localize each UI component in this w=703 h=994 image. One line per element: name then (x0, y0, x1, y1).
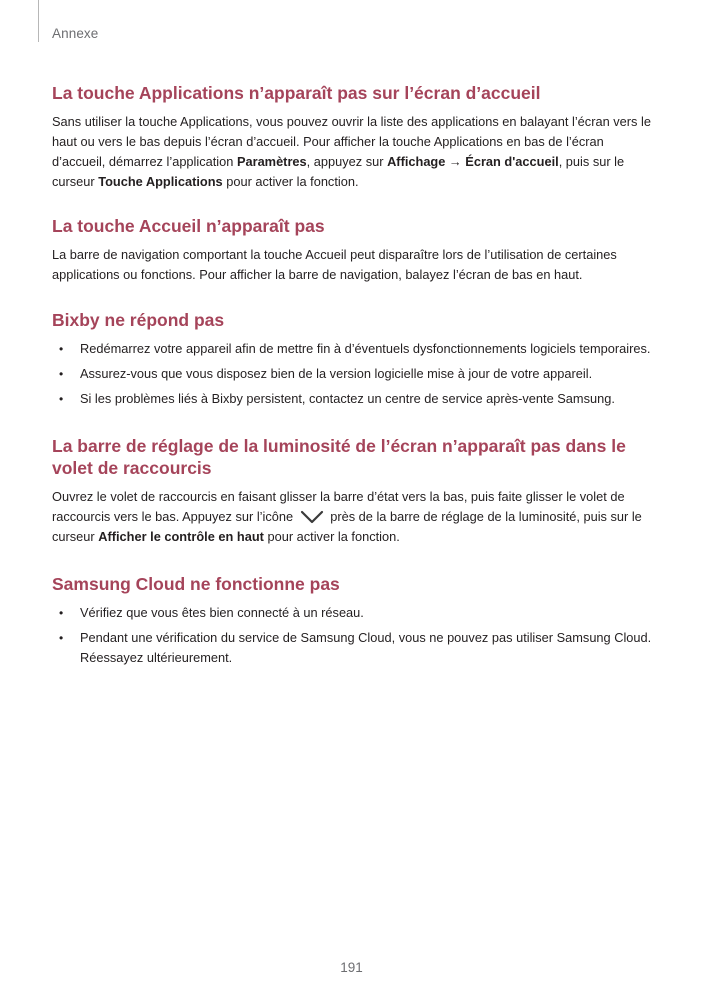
body-text: Sans utiliser la touche Applications, vous pouvez ouvrir la liste des applications en balayant l’écran vers le haut ou vers le bas depuis l’écran d’accueil. Pour afficher la touche Applications en bas de l’écran d’accueil, démarrez l’application (52, 114, 651, 169)
bullet-list (52, 603, 656, 668)
bullet-icon: • (59, 392, 64, 406)
arrow-icon: → (445, 154, 466, 169)
list-item-text: Si les problèmes liés à Bixby persistent, contactez un centre de service après-vente Samsung. (80, 391, 615, 406)
running-header: Annexe (52, 26, 99, 41)
section-title: La touche Accueil n’apparaît pas (52, 216, 325, 236)
body-text: , appuyez sur (306, 154, 388, 169)
section-title: Bixby ne répond pas (52, 310, 225, 330)
list-item-text: Pendant une vérification du service de Samsung Cloud, vous ne pouvez pas utiliser Samsung Cloud. Réessayez ultérieurement. (80, 630, 652, 665)
list-item-text: Vérifiez que vous êtes bien connecté à un réseau. (80, 605, 364, 620)
body-text: Ouvrez le volet de raccourcis en faisant glisser la barre d’état vers la bas, puis faite glisser le volet de raccourcis vers le bas. Appuyez sur l’icône (52, 489, 625, 524)
list-item (52, 603, 656, 623)
section-title: La touche Applications n’apparaît pas sur l’écran d’accueil (52, 83, 541, 103)
body-text: pour activer la fonction. (263, 529, 400, 544)
section-apps-key (52, 82, 656, 192)
list-item-text: Assurez-vous que vous disposez bien de la version logicielle mise à jour de votre appareil. (80, 366, 593, 381)
section-home-key (52, 215, 656, 285)
section-body: La barre de navigation comportant la touche Accueil peut disparaître lors de l’utilisation de certaines applications ou fonctions. Pour afficher la barre de navigation, balayez l’écran de bas en haut. (52, 247, 617, 282)
section-body (52, 112, 656, 192)
section-bixby (52, 309, 656, 409)
ui-term-affichage: Affichage (387, 154, 446, 169)
list-item-text: Redémarrez votre appareil afin de mettre fin à d’éventuels dysfonctionnements logiciels temporaires. (80, 341, 651, 356)
bullet-icon: • (59, 631, 64, 645)
ui-term-parametres: Paramètres (236, 154, 307, 169)
bullet-icon: • (59, 606, 64, 620)
section-title: Samsung Cloud ne fonctionne pas (52, 574, 340, 594)
list-item (52, 628, 656, 668)
bullet-list (52, 339, 656, 409)
ui-term-ecran-accueil: Écran d'accueil (465, 154, 559, 169)
section-samsung-cloud (52, 573, 656, 668)
bullet-icon: • (59, 342, 64, 356)
ui-term-afficher-controle: Afficher le contrôle en haut (98, 529, 264, 544)
ui-term-touche-applications: Touche Applications (98, 174, 223, 189)
section-body (52, 487, 656, 547)
list-item (52, 389, 656, 409)
body-text: près de la barre de réglage de la luminosité, puis sur le curseur (52, 509, 642, 544)
page-number: 191 (340, 960, 363, 975)
list-item (52, 364, 656, 384)
body-text: pour activer la fonction. (222, 174, 359, 189)
list-item (52, 339, 656, 359)
page-content (52, 82, 656, 673)
chevron-down-icon (299, 509, 325, 525)
bullet-icon: • (59, 367, 64, 381)
body-text: , puis sur le curseur (52, 154, 625, 189)
section-brightness-bar (52, 435, 656, 547)
section-title: La barre de réglage de la luminosité de l’écran n’apparaît pas dans le volet de raccourcis (52, 436, 626, 478)
header-rule (38, 0, 39, 42)
